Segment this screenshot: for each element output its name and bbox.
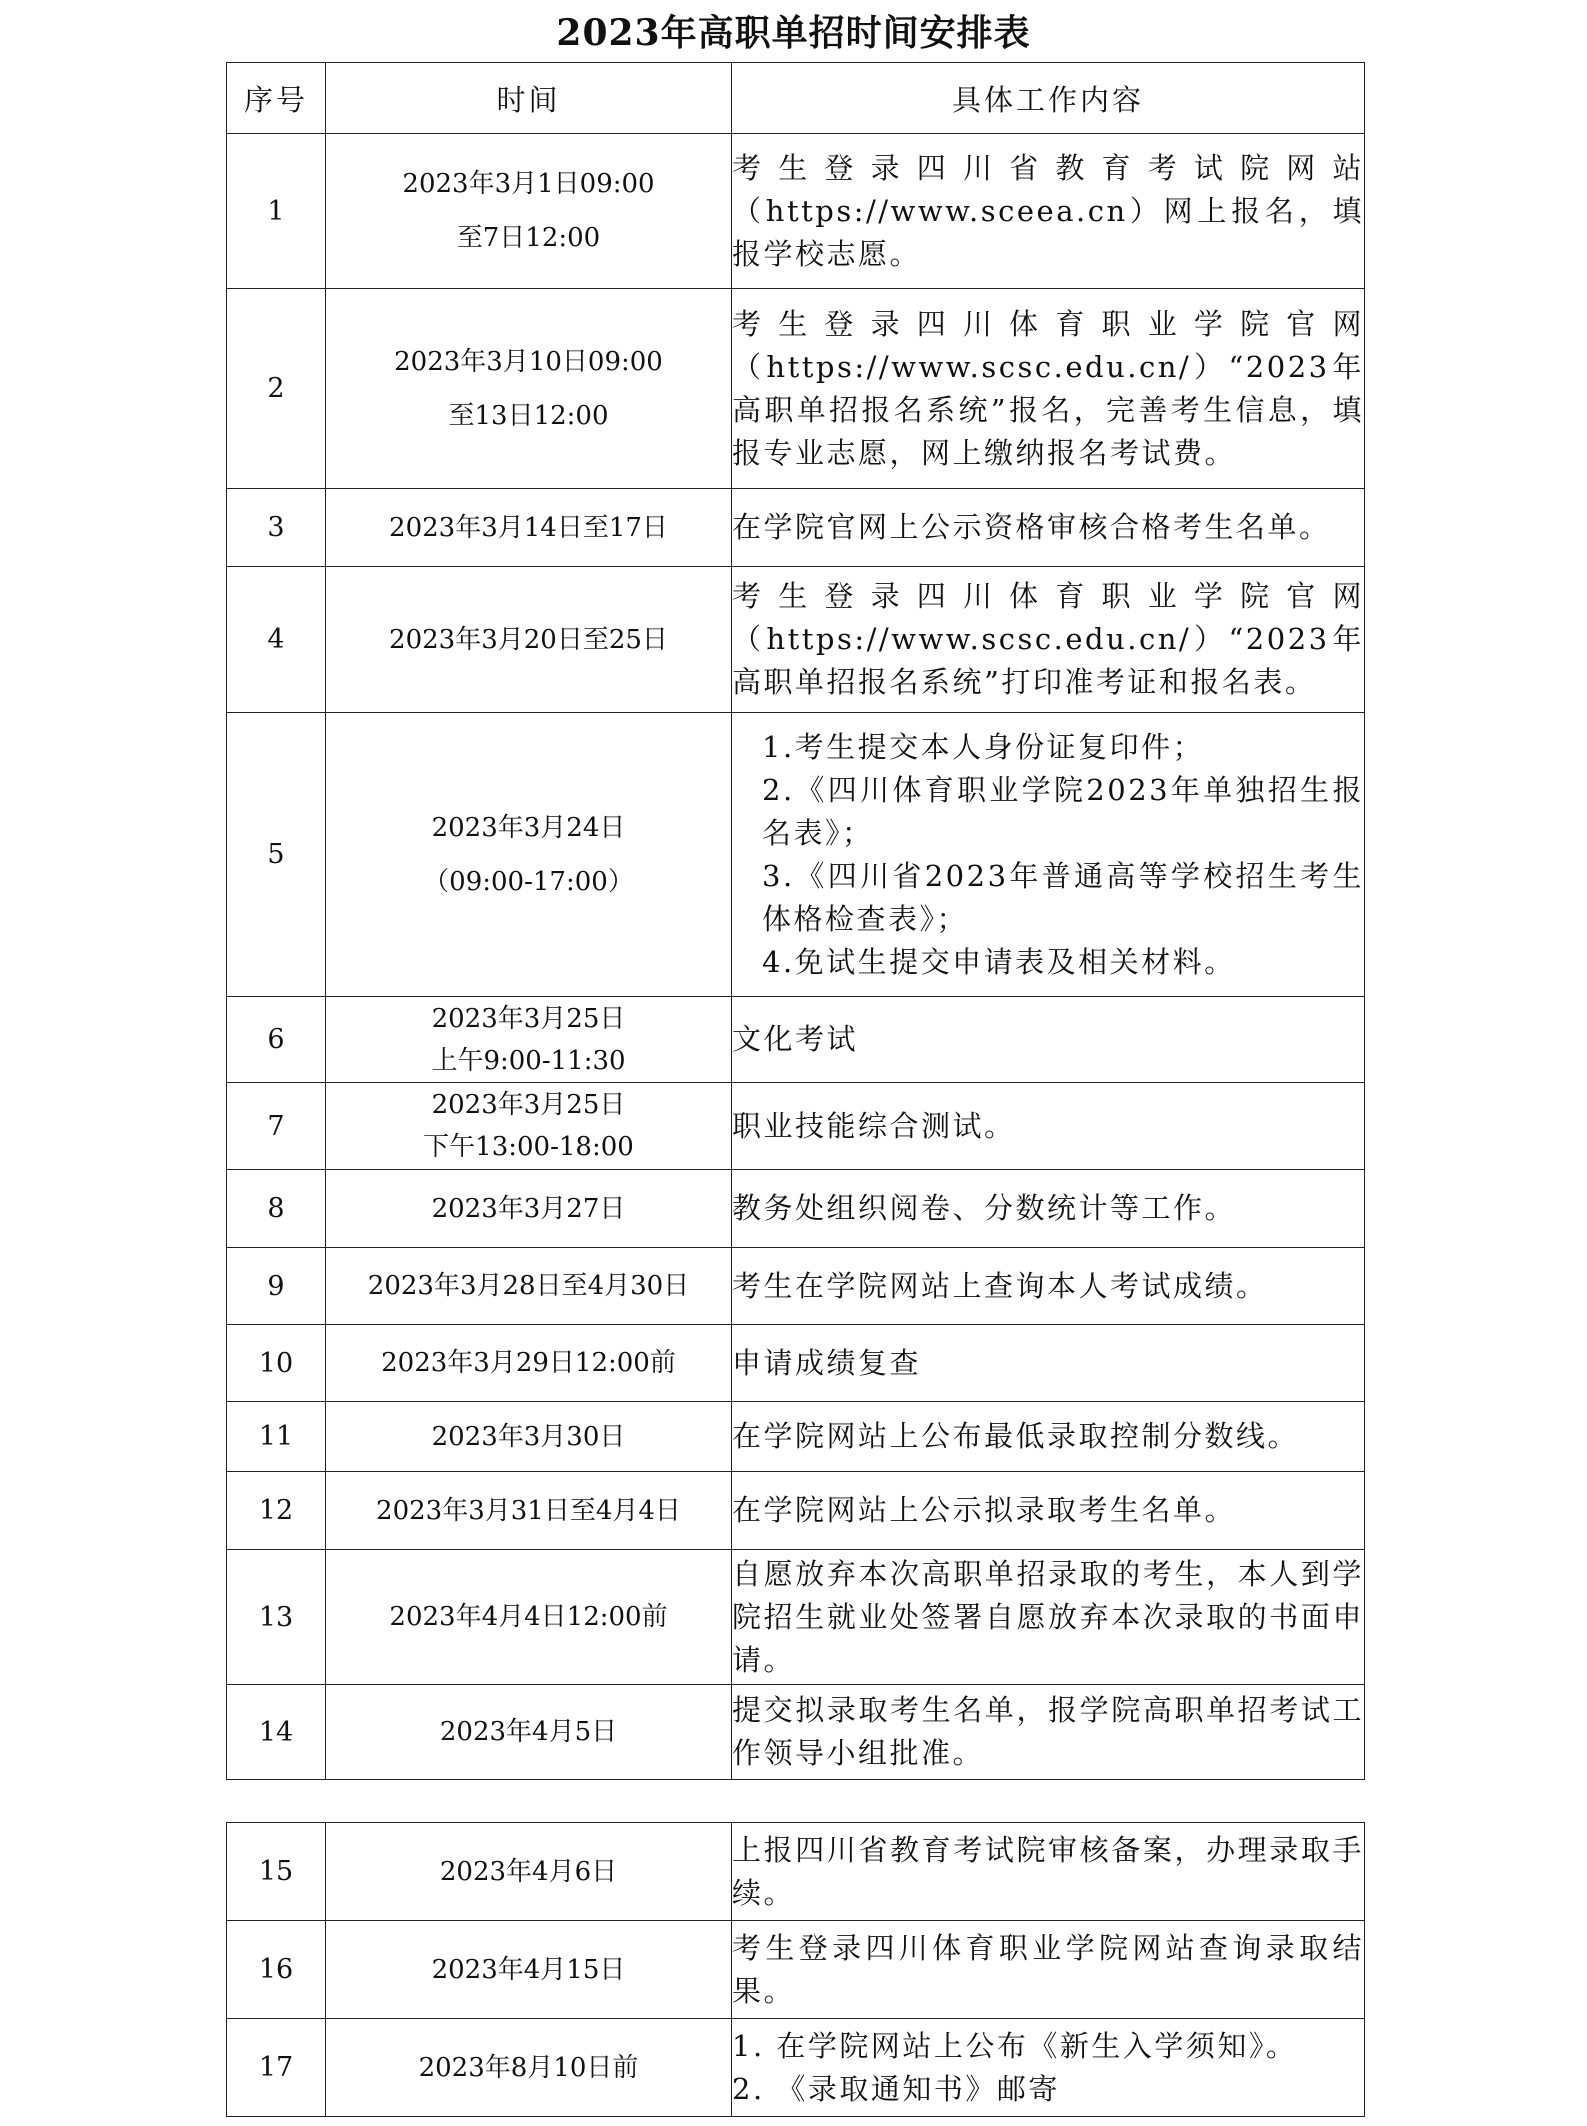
content-line: 考生登录四川体育职业学院官网（https://www.scsc.edu.cn/）“2023年高职单招报名系统”打印准考证和报名表。 [732,579,1364,699]
content-line: 2.《四川体育职业学院2023年单独招生报名表》； [762,772,1364,850]
row-content [732,713,1365,997]
content-line: 1.考生提交本人身份证复印件； [762,729,1205,764]
time-line: 2023年3月25日 [431,1003,626,1034]
content-line: 职业技能综合测试。 [732,1108,1016,1143]
content-line: 上报四川省教育考试院审核备案，办理录取手续。 [732,1832,1364,1910]
row-time [326,1325,732,1402]
row-time [326,997,732,1083]
time-line: （09:00-17:00） [423,866,634,897]
row-content [732,1472,1365,1550]
row-seq: 13 [227,1550,326,1685]
time-line: 2023年4月5日 [439,1717,618,1747]
row-content [732,1083,1365,1170]
time-line: 2023年3月10日09:00 [394,346,663,377]
time-line: 2023年4月6日 [439,1856,618,1887]
row-content [732,567,1365,713]
table-row [227,289,1365,489]
row-content [732,1402,1365,1472]
time-line: 下午13:00-18:00 [423,1132,634,1162]
row-seq: 3 [227,489,326,567]
time-line: 至13日12:00 [448,400,609,431]
content-line: 在学院官网上公示资格审核合格考生名单。 [732,510,1331,544]
content-line: 文化考试 [732,1022,859,1056]
row-seq: 12 [227,1472,326,1550]
row-seq: 6 [227,997,326,1083]
time-line: 2023年3月31日至4月4日 [376,1495,681,1526]
content-line: 申请成绩复查 [732,1345,922,1380]
schedule-table-continued [226,1822,1365,2117]
row-time [326,1083,732,1170]
table-row [227,1550,1365,1685]
time-line: 至7日12:00 [456,223,601,253]
row-seq: 2 [227,289,326,489]
table-row [227,1921,1365,2019]
row-seq: 1 [227,134,326,289]
row-time [326,1921,732,2019]
time-line: 2023年8月10日前 [418,2052,639,2083]
row-content [732,1325,1365,1402]
header-seq: 序号 [227,63,326,134]
content-line: 考生登录四川体育职业学院官网（https://www.scsc.edu.cn/）“2023年高职单招报名系统”报名，完善考生信息，填报专业志愿，网上缴纳报名考试费。 [732,306,1364,470]
header-row [227,63,1365,134]
table-row [227,489,1365,567]
content-line: 自愿放弃本次高职单招录取的考生，本人到学院招生就业处签署自愿放弃本次录取的书面申请。 [732,1556,1364,1677]
time-line: 2023年4月4日12:00前 [389,1602,668,1632]
row-content [732,997,1365,1083]
table-row [227,567,1365,713]
row-time [326,1248,732,1325]
row-seq: 16 [227,1921,326,2019]
table-row [227,1325,1365,1402]
row-time [326,713,732,997]
time-line: 2023年3月27日 [431,1193,626,1224]
row-content [732,489,1365,567]
row-seq: 9 [227,1248,326,1325]
header-time: 时间 [326,63,732,134]
schedule-table [226,62,1365,1780]
row-seq: 7 [227,1083,326,1170]
row-time [326,1170,732,1248]
row-content [732,1823,1365,1921]
table-row [227,1083,1365,1170]
row-content [732,134,1365,289]
time-line: 2023年3月24日 [431,812,626,843]
content-line: 2. 《录取通知书》邮寄 [732,2071,1060,2106]
table-row [227,1170,1365,1248]
time-line: 2023年3月20日至25日 [389,624,668,655]
time-line: 2023年3月30日 [431,1421,626,1452]
content-line: 4.免试生提交申请表及相关材料。 [762,944,1236,979]
row-content [732,1921,1365,2019]
table-row [227,1402,1365,1472]
time-line: 上午9:00-11:30 [431,1045,626,1076]
row-content [732,1170,1365,1248]
time-line: 2023年3月1日09:00 [402,169,655,199]
row-seq: 5 [227,713,326,997]
row-content [732,2019,1365,2117]
row-time [326,1550,732,1685]
content-line: 在学院网站上公示拟录取考生名单。 [732,1493,1237,1527]
content-line: 教务处组织阅卷、分数统计等工作。 [732,1191,1237,1225]
content-line: 提交拟录取考生名单，报学院高职单招考试工作领导小组批准。 [732,1693,1364,1770]
content-line: 1. 在学院网站上公布《新生入学须知》。 [732,2028,1298,2063]
header-content: 具体工作内容 [732,63,1365,134]
table-row [227,1248,1365,1325]
row-seq: 17 [227,2019,326,2117]
row-time [326,567,732,713]
row-time [326,134,732,289]
row-seq: 14 [227,1685,326,1780]
content-line: 考生在学院网站上查询本人考试成绩。 [732,1268,1268,1303]
row-time [326,2019,732,2117]
row-time [326,1823,732,1921]
time-line: 2023年3月25日 [431,1090,626,1120]
row-time [326,489,732,567]
table-row [227,1823,1365,1921]
row-content [732,1685,1365,1780]
row-seq: 11 [227,1402,326,1472]
table-row [227,997,1365,1083]
content-line: 考生登录四川省教育考试院网站（https://www.sceea.cn）网上报名，填报学校志愿。 [732,150,1364,271]
row-seq: 10 [227,1325,326,1402]
time-line: 2023年4月15日 [431,1954,626,1985]
row-time [326,1472,732,1550]
table-row [227,134,1365,289]
table-row [227,2019,1365,2117]
content-line: 考生登录四川体育职业学院网站查询录取结果。 [732,1930,1364,2008]
content-line: 3.《四川省2023年普通高等学校招生考生体格检查表》； [762,858,1364,936]
table-row [227,1472,1365,1550]
row-seq: 4 [227,567,326,713]
row-time [326,1685,732,1780]
row-seq: 15 [227,1823,326,1921]
time-line: 2023年3月29日12:00前 [381,1348,676,1378]
content-line: 在学院网站上公布最低录取控制分数线。 [732,1419,1300,1453]
row-content [732,1550,1365,1685]
row-time [326,1402,732,1472]
time-line: 2023年3月28日至4月30日 [367,1271,690,1301]
row-seq: 8 [227,1170,326,1248]
table-row [227,713,1365,997]
table-row [227,1685,1365,1780]
row-content [732,289,1365,489]
row-time [326,289,732,489]
page-title: 2023年高职单招时间安排表 [556,12,1031,54]
time-line: 2023年3月14日至17日 [389,512,668,543]
row-content [732,1248,1365,1325]
